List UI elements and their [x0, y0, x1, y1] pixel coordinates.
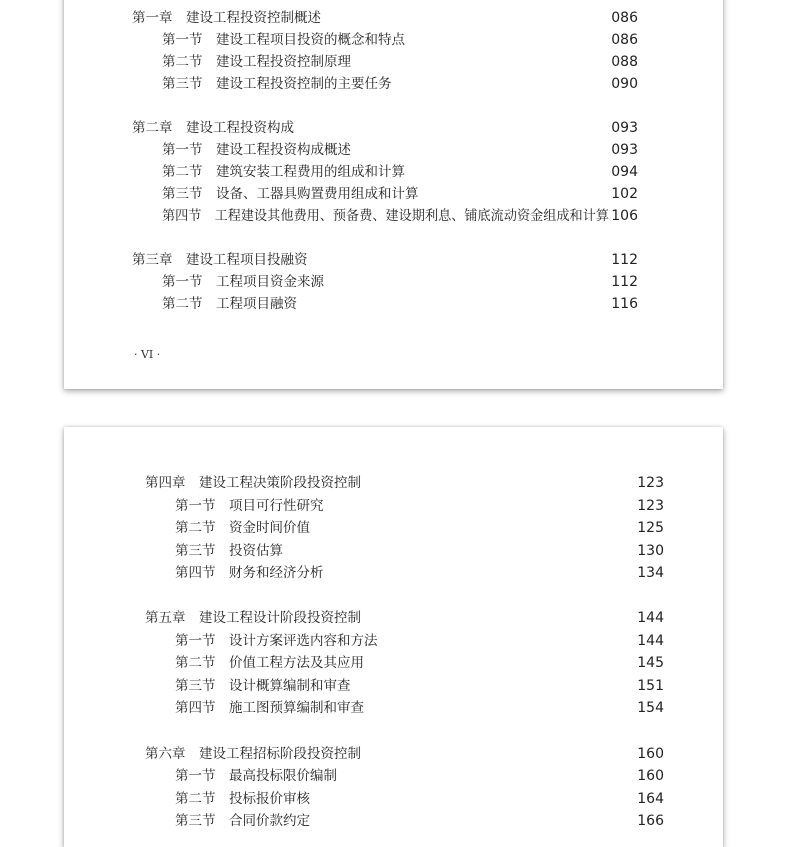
page-number: 134	[637, 565, 664, 581]
page-number: 088	[611, 54, 638, 70]
section-title: 第三节 设备、工器具购置费用组成和计算	[162, 186, 419, 202]
page-number: 160	[637, 768, 664, 784]
page-footer: · VI ·	[134, 348, 161, 361]
chapter-title: 第一章 建设工程投资控制概述	[132, 10, 321, 26]
section-title: 第二节 投标报价审核	[175, 791, 310, 807]
section-title: 第四节 施工图预算编制和审查	[175, 700, 364, 716]
page-number: 112	[611, 252, 638, 268]
page-number: 145	[637, 655, 664, 671]
section-title: 第一节 建设工程项目投资的概念和特点	[162, 32, 405, 48]
section-title: 第四节 财务和经济分析	[175, 565, 324, 581]
page-number: 112	[611, 274, 638, 290]
section-title: 第二节 工程项目融资	[162, 296, 297, 312]
page-number: 116	[611, 296, 638, 312]
section-title: 第一节 最高投标限价编制	[175, 768, 337, 784]
page-number: 090	[611, 76, 638, 92]
page-number: 123	[637, 475, 664, 491]
section-title: 第二节 资金时间价值	[175, 520, 310, 536]
page-number: 166	[637, 813, 664, 829]
page-number: 086	[611, 10, 638, 26]
page-number: 093	[611, 120, 638, 136]
section-title: 第一节 建设工程投资构成概述	[162, 142, 351, 158]
toc-page-2	[64, 427, 723, 847]
section-title: 第二节 建筑安装工程费用的组成和计算	[162, 164, 405, 180]
chapter-title: 第三章 建设工程项目投融资	[132, 252, 308, 268]
page-number: 130	[637, 543, 664, 559]
section-title: 第一节 项目可行性研究	[175, 498, 324, 514]
page-number: 093	[611, 142, 638, 158]
chapter-title: 第五章 建设工程设计阶段投资控制	[145, 610, 361, 626]
section-title: 第二节 价值工程方法及其应用	[175, 655, 364, 671]
toc-page-1	[64, 0, 723, 389]
page-number: 154	[637, 700, 664, 716]
section-title: 第三节 投资估算	[175, 543, 283, 559]
section-title: 第一节 工程项目资金来源	[162, 274, 324, 290]
page-number: 094	[611, 164, 638, 180]
chapter-title: 第六章 建设工程招标阶段投资控制	[145, 746, 361, 762]
page-number: 125	[637, 520, 664, 536]
page-number: 144	[637, 633, 664, 649]
section-title: 第三节 设计概算编制和审查	[175, 678, 351, 694]
page-number: 151	[637, 678, 664, 694]
page-number: 144	[637, 610, 664, 626]
page-number: 160	[637, 746, 664, 762]
page-number: 086	[611, 32, 638, 48]
page-number: 123	[637, 498, 664, 514]
page-number: 164	[637, 791, 664, 807]
page-number: 106	[611, 208, 638, 224]
section-title: 第三节 建设工程投资控制的主要任务	[162, 76, 392, 92]
section-title: 第四节 工程建设其他费用、预备费、建设期利息、铺底流动资金组成和计算	[162, 208, 609, 224]
section-title: 第二节 建设工程投资控制原理	[162, 54, 351, 70]
section-title: 第一节 设计方案评选内容和方法	[175, 633, 378, 649]
page-number: 102	[611, 186, 638, 202]
chapter-title: 第四章 建设工程决策阶段投资控制	[145, 475, 361, 491]
chapter-title: 第二章 建设工程投资构成	[132, 120, 294, 136]
section-title: 第三节 合同价款约定	[175, 813, 310, 829]
